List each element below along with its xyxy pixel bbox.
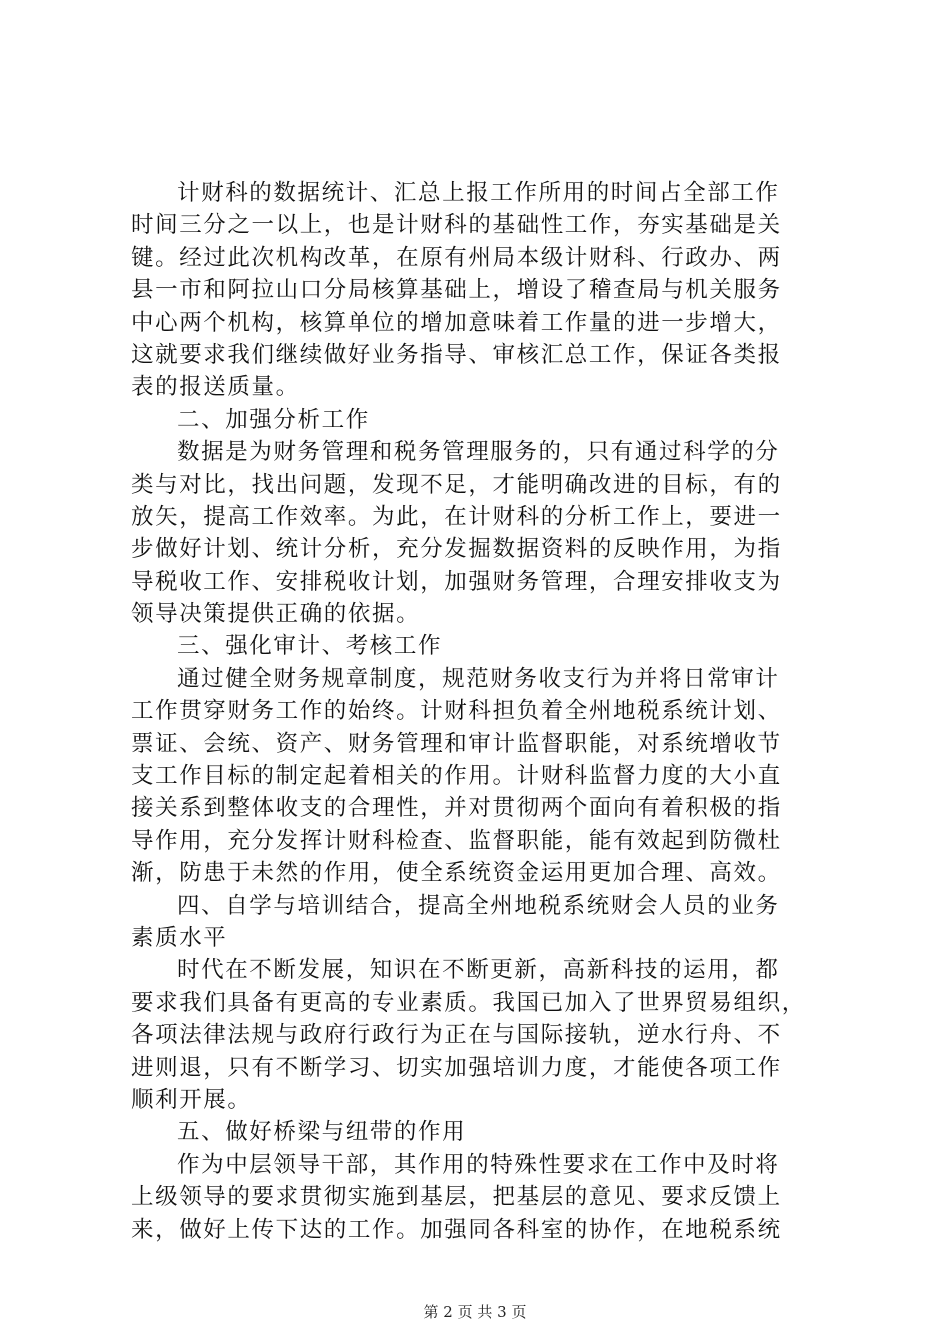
text-line: 键。经过此次机构改革，在原有州局本级计财科、行政办、两 [131, 244, 782, 271]
text-line: 作为中层领导干部，其作用的特殊性要求在工作中及时将 [177, 1151, 780, 1178]
text-line: 各项法律法规与政府行政行为正在与国际接轨，逆水行舟、不 [131, 1022, 782, 1049]
text-line: 时间三分之一以上，也是计财科的基础性工作，夯实基础是关 [131, 212, 782, 239]
text-line: 步做好计划、统计分析，充分发掘数据资料的反映作用，为指 [131, 536, 782, 563]
text-line: 进则退，只有不断学习、切实加强培训力度，才能使各项工作 [131, 1054, 782, 1081]
text-line: 数据是为财务管理和税务管理服务的，只有通过科学的分 [177, 439, 780, 466]
text-line: 接关系到整体收支的合理性，并对贯彻两个面向有着积极的指 [131, 795, 782, 822]
text-line: 支工作目标的制定起着相关的作用。计财科监督力度的大小直 [131, 763, 782, 790]
text-line: 四、自学与培训结合，提高全州地税系统财会人员的业务 [177, 892, 780, 919]
text-line: 二、加强分析工作 [177, 406, 370, 433]
text-line: 导税收工作、安排税收计划，加强财务管理，合理安排收支为 [131, 568, 782, 595]
text-line: 领导决策提供正确的依据。 [131, 601, 421, 628]
text-line: 这就要求我们继续做好业务指导、审核汇总工作，保证各类报 [131, 341, 782, 368]
page-footer: 第 2 页 共 3 页 [423, 1303, 527, 1321]
text-line: 县一市和阿拉山口分局核算基础上，增设了稽查局与机关服务 [131, 277, 782, 304]
text-line: 五、做好桥梁与纽带的作用 [177, 1119, 467, 1146]
text-line: 导作用，充分发挥计财科检查、监督职能，能有效起到防微杜 [131, 827, 782, 854]
text-line: 渐，防患于未然的作用，使全系统资金运用更加合理、高效。 [131, 860, 782, 887]
text-line: 通过健全财务规章制度，规范财务收支行为并将日常审计 [177, 665, 780, 692]
text-line: 中心两个机构，核算单位的增加意味着工作量的进一步增大， [131, 309, 782, 336]
text-line: 表的报送质量。 [131, 374, 300, 401]
text-line: 素质水平 [131, 924, 228, 951]
text-line: 类与对比，找出问题，发现不足，才能明确改进的目标，有的 [131, 471, 782, 498]
text-line: 放矢，提高工作效率。为此，在计财科的分析工作上，要进一 [131, 503, 782, 530]
text-line: 票证、会统、资产、财务管理和审计监督职能，对系统增收节 [131, 730, 782, 757]
text-line: 上级领导的要求贯彻实施到基层，把基层的意见、要求反馈上 [131, 1184, 782, 1211]
text-line: 顺利开展。 [131, 1086, 252, 1113]
text-line: 计财科的数据统计、汇总上报工作所用的时间占全部工作 [177, 180, 780, 206]
text-line: 时代在不断发展，知识在不断更新，高新科技的运用，都 [177, 957, 780, 984]
text-line: 三、强化审计、考核工作 [177, 633, 443, 660]
text-line: 工作贯穿财务工作的始终。计财科担负着全州地税系统计划、 [131, 698, 782, 725]
text-line: 要求我们具备有更高的专业素质。我国已加入了世界贸易组织， [131, 989, 806, 1016]
document-body [131, 177, 831, 1246]
text-line: 来，做好上传下达的工作。加强同各科室的协作，在地税系统 [131, 1216, 782, 1243]
